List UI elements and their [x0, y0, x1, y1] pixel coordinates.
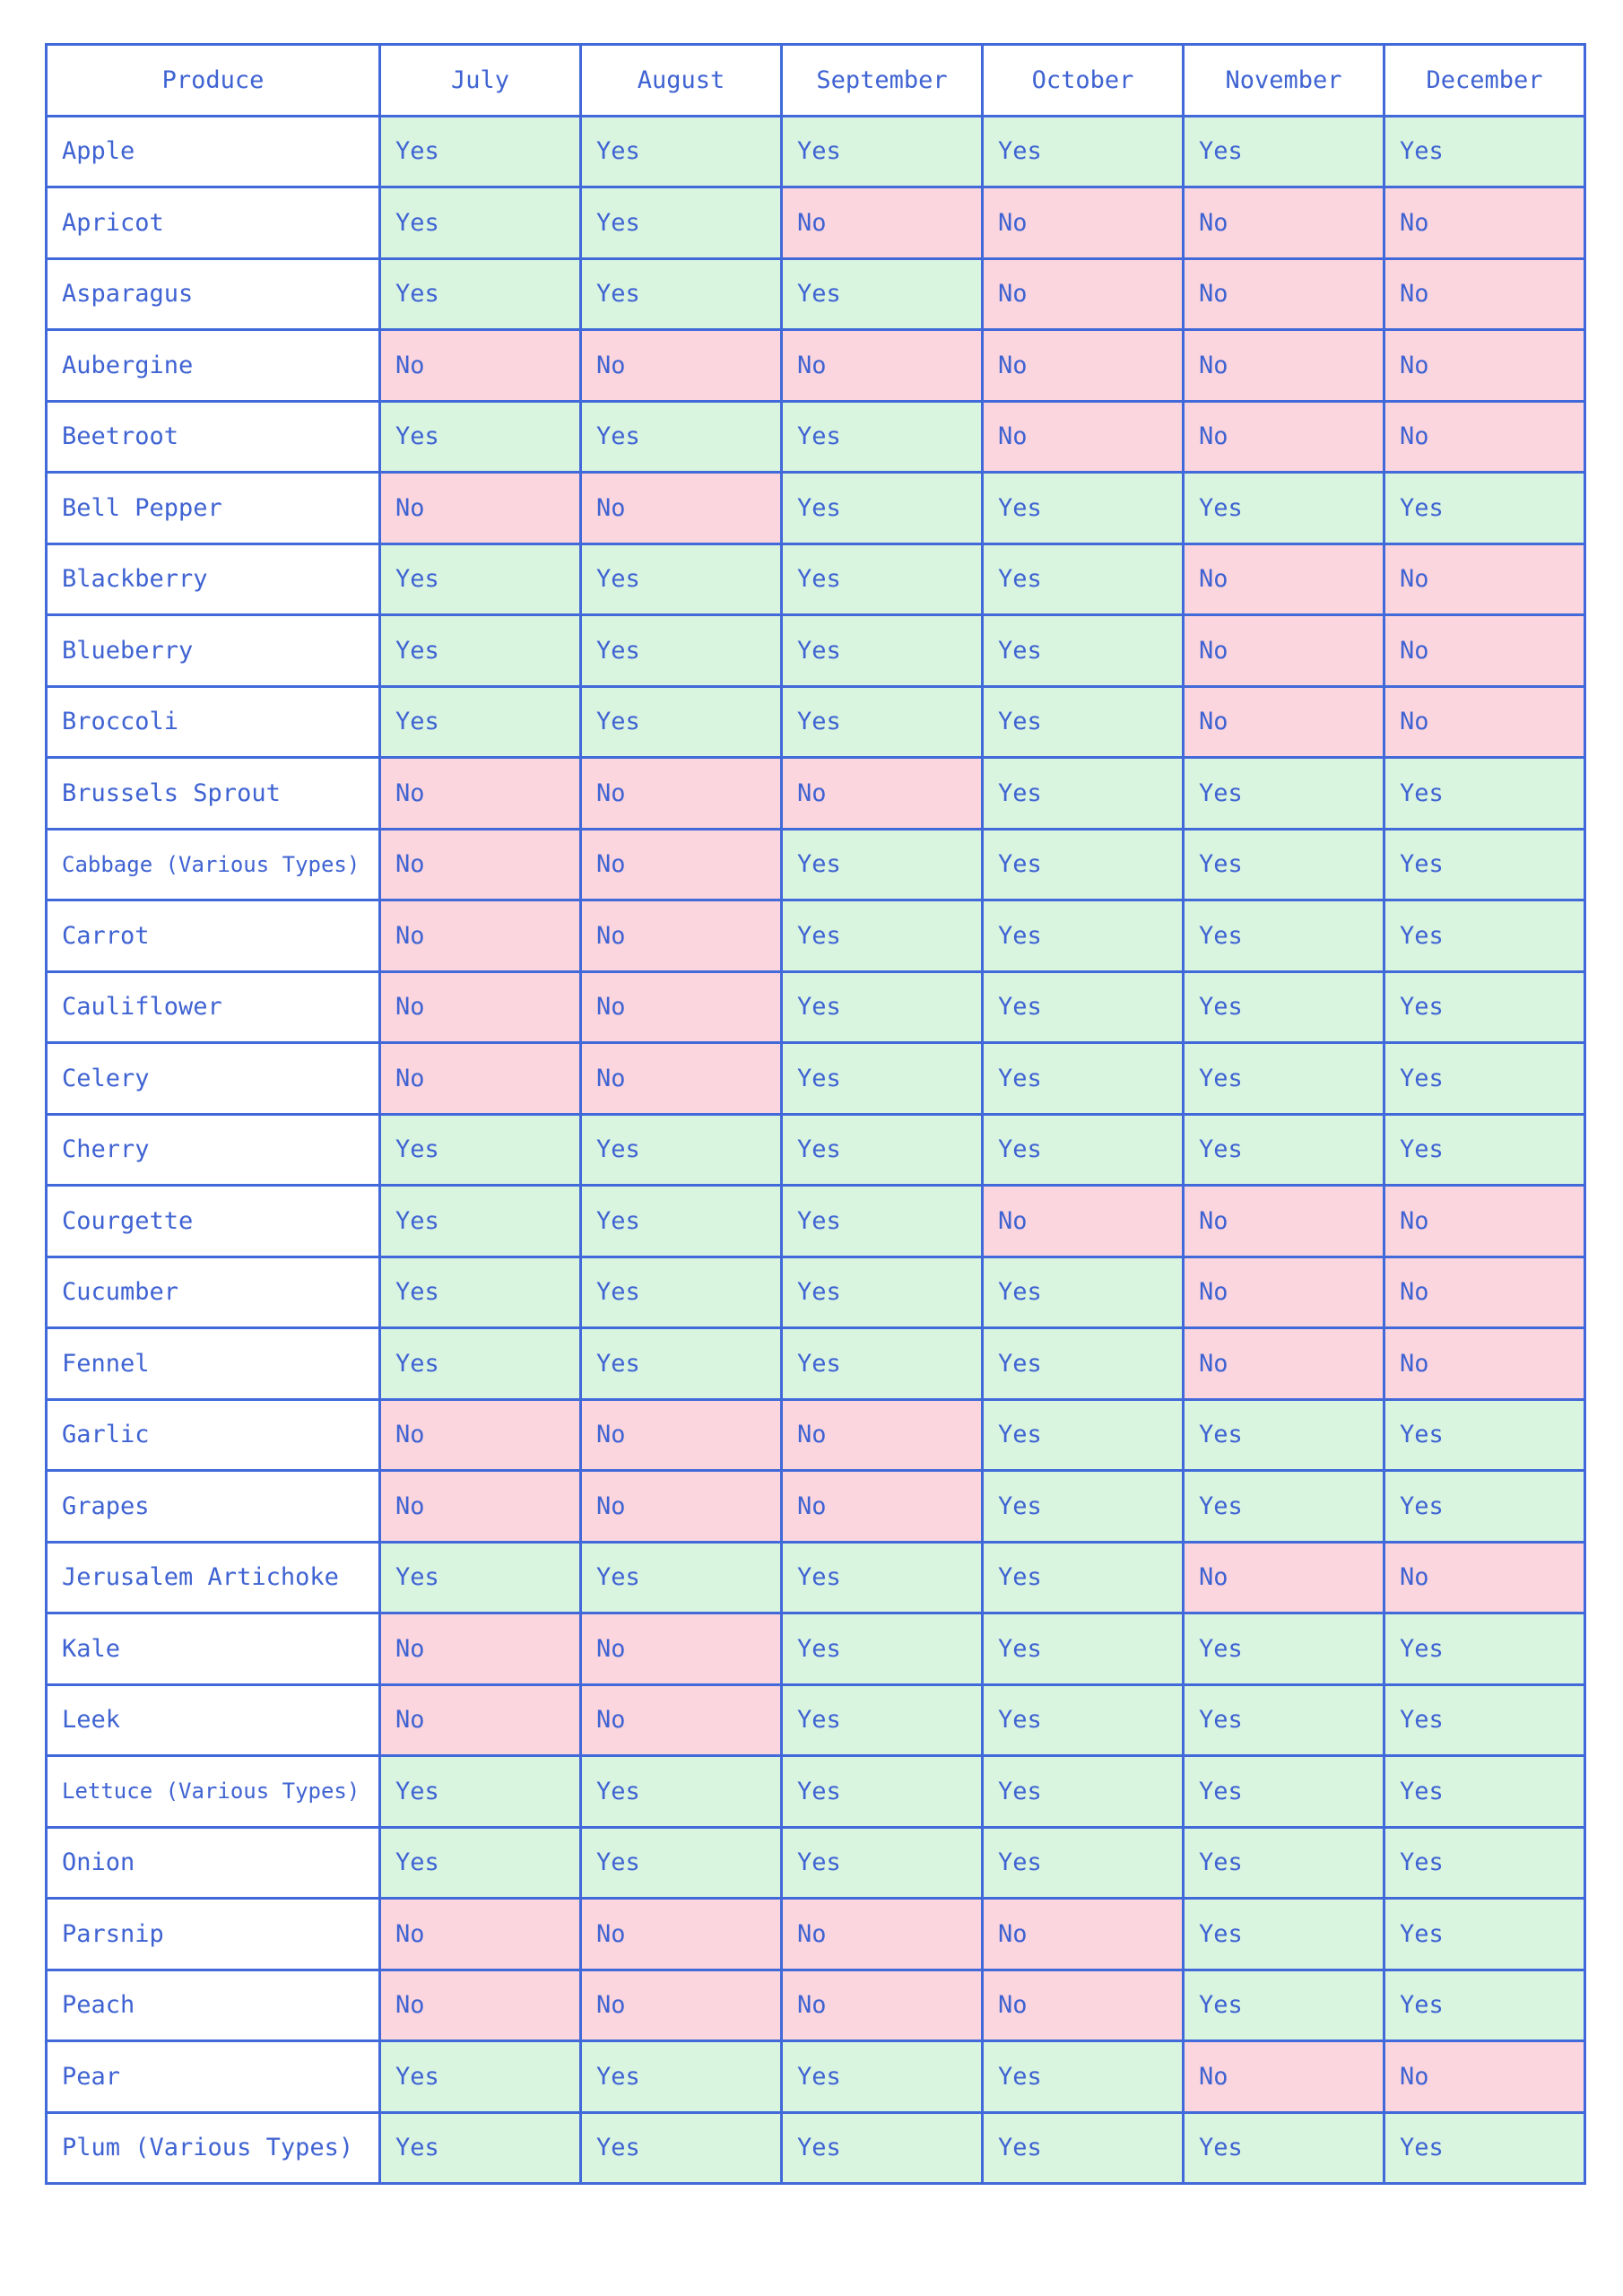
produce-name-cell: Apricot	[47, 187, 380, 259]
availability-cell: Yes	[581, 1186, 782, 1257]
availability-cell: Yes	[782, 401, 983, 473]
table-row	[47, 1970, 1585, 2041]
availability-cell: No	[581, 1471, 782, 1543]
header-october: October	[983, 45, 1184, 117]
availability-cell: No	[1384, 330, 1585, 402]
availability-cell: No	[581, 330, 782, 402]
availability-cell: Yes	[782, 2041, 983, 2113]
availability-cell: No	[983, 1899, 1184, 1970]
availability-cell: Yes	[782, 1043, 983, 1115]
availability-cell: Yes	[1184, 1114, 1384, 1186]
table-row	[47, 544, 1585, 615]
availability-cell: Yes	[782, 2112, 983, 2184]
availability-cell: Yes	[581, 1328, 782, 1400]
availability-cell: Yes	[1384, 1399, 1585, 1471]
availability-cell: No	[1184, 1186, 1384, 1257]
availability-cell: Yes	[983, 1114, 1184, 1186]
availability-cell: Yes	[1184, 900, 1384, 972]
availability-cell: No	[1384, 1257, 1585, 1328]
produce-name-cell: Blueberry	[47, 615, 380, 687]
availability-cell: Yes	[380, 2112, 581, 2184]
availability-cell: Yes	[380, 1186, 581, 1257]
availability-cell: Yes	[1384, 971, 1585, 1043]
produce-name-cell: Broccoli	[47, 686, 380, 758]
availability-cell: Yes	[1184, 1684, 1384, 1756]
produce-name-cell: Cucumber	[47, 1257, 380, 1328]
availability-cell: Yes	[983, 1328, 1184, 1400]
availability-cell: Yes	[983, 2041, 1184, 2113]
availability-cell: No	[380, 330, 581, 402]
table-row	[47, 1257, 1585, 1328]
table-row	[47, 829, 1585, 900]
produce-name-cell: Parsnip	[47, 1899, 380, 1970]
availability-cell: No	[1384, 686, 1585, 758]
produce-name-cell: Carrot	[47, 900, 380, 972]
availability-cell: No	[1384, 1542, 1585, 1613]
availability-cell: Yes	[380, 2041, 581, 2113]
header-september: September	[782, 45, 983, 117]
availability-cell: No	[1384, 544, 1585, 615]
availability-cell: No	[1184, 686, 1384, 758]
availability-cell: No	[380, 1613, 581, 1685]
availability-cell: Yes	[1184, 1043, 1384, 1115]
availability-cell: No	[782, 1899, 983, 1970]
availability-cell: Yes	[581, 686, 782, 758]
table-row	[47, 1043, 1585, 1115]
availability-cell: No	[581, 900, 782, 972]
availability-cell: Yes	[1384, 900, 1585, 972]
availability-cell: Yes	[983, 1613, 1184, 1685]
availability-cell: Yes	[1184, 1970, 1384, 2041]
availability-cell: Yes	[380, 1257, 581, 1328]
table-body	[47, 116, 1585, 2184]
table-row	[47, 1542, 1585, 1613]
availability-cell: Yes	[1384, 1114, 1585, 1186]
availability-cell: No	[380, 473, 581, 544]
availability-cell: Yes	[1184, 473, 1384, 544]
table-row	[47, 900, 1585, 972]
availability-cell: Yes	[1384, 1756, 1585, 1828]
availability-cell: No	[1384, 1328, 1585, 1400]
produce-name-cell: Grapes	[47, 1471, 380, 1543]
availability-cell: Yes	[1384, 1970, 1585, 2041]
availability-cell: Yes	[380, 187, 581, 259]
header-august: August	[581, 45, 782, 117]
availability-cell: Yes	[1384, 2112, 1585, 2184]
availability-cell: No	[782, 758, 983, 830]
availability-cell: Yes	[983, 1471, 1184, 1543]
availability-cell: No	[380, 1684, 581, 1756]
availability-cell: Yes	[380, 1827, 581, 1899]
table-row	[47, 1899, 1585, 1970]
table-row	[47, 187, 1585, 259]
availability-cell: No	[1384, 615, 1585, 687]
availability-cell: No	[782, 187, 983, 259]
availability-cell: Yes	[1184, 1471, 1384, 1543]
availability-cell: Yes	[581, 258, 782, 330]
table-row	[47, 615, 1585, 687]
table-row	[47, 1827, 1585, 1899]
availability-cell: Yes	[782, 1827, 983, 1899]
availability-cell: Yes	[1184, 1613, 1384, 1685]
produce-name-cell: Onion	[47, 1827, 380, 1899]
availability-cell: Yes	[782, 971, 983, 1043]
availability-cell: Yes	[782, 615, 983, 687]
availability-cell: Yes	[983, 1827, 1184, 1899]
availability-cell: No	[380, 1899, 581, 1970]
availability-cell: Yes	[1384, 1684, 1585, 1756]
availability-cell: Yes	[1184, 1899, 1384, 1970]
produce-season-table-container	[45, 43, 1585, 2185]
availability-cell: Yes	[1184, 1827, 1384, 1899]
availability-cell: No	[380, 971, 581, 1043]
header-july: July	[380, 45, 581, 117]
availability-cell: Yes	[1184, 1756, 1384, 1828]
table-row	[47, 1613, 1585, 1685]
availability-cell: No	[1184, 401, 1384, 473]
availability-cell: Yes	[581, 615, 782, 687]
availability-cell: Yes	[782, 1257, 983, 1328]
availability-cell: No	[1184, 330, 1384, 402]
availability-cell: Yes	[782, 1114, 983, 1186]
table-row	[47, 758, 1585, 830]
availability-cell: No	[1184, 615, 1384, 687]
table-row	[47, 2112, 1585, 2184]
availability-cell: No	[581, 1684, 782, 1756]
availability-cell: Yes	[1384, 1613, 1585, 1685]
availability-cell: Yes	[983, 473, 1184, 544]
availability-cell: No	[581, 971, 782, 1043]
produce-name-cell: Kale	[47, 1613, 380, 1685]
table-row	[47, 1684, 1585, 1756]
availability-cell: Yes	[380, 401, 581, 473]
table-row	[47, 1114, 1585, 1186]
availability-cell: No	[380, 758, 581, 830]
availability-cell: No	[380, 1970, 581, 2041]
availability-cell: Yes	[1184, 758, 1384, 830]
table-row	[47, 1756, 1585, 1828]
produce-name-cell: Leek	[47, 1684, 380, 1756]
availability-cell: Yes	[782, 116, 983, 187]
availability-cell: Yes	[380, 1114, 581, 1186]
produce-name-cell: Blackberry	[47, 544, 380, 615]
produce-name-cell: Courgette	[47, 1186, 380, 1257]
availability-cell: No	[1184, 258, 1384, 330]
availability-cell: No	[983, 187, 1184, 259]
header-produce: Produce	[47, 45, 380, 117]
availability-cell: No	[1184, 1328, 1384, 1400]
availability-cell: Yes	[983, 1756, 1184, 1828]
availability-cell: No	[983, 1186, 1184, 1257]
availability-cell: Yes	[782, 1613, 983, 1685]
availability-cell: Yes	[983, 971, 1184, 1043]
table-row	[47, 1399, 1585, 1471]
produce-name-cell: Peach	[47, 1970, 380, 2041]
table-header	[47, 45, 1585, 117]
produce-name-cell: Beetroot	[47, 401, 380, 473]
availability-cell: Yes	[782, 473, 983, 544]
table-row	[47, 116, 1585, 187]
availability-cell: No	[1184, 187, 1384, 259]
availability-cell: No	[1384, 1186, 1585, 1257]
availability-cell: No	[782, 1471, 983, 1543]
availability-cell: No	[983, 258, 1184, 330]
availability-cell: No	[380, 1471, 581, 1543]
availability-cell: Yes	[782, 1756, 983, 1828]
availability-cell: Yes	[581, 1756, 782, 1828]
availability-cell: Yes	[1184, 2112, 1384, 2184]
availability-cell: Yes	[983, 1257, 1184, 1328]
header-november: November	[1184, 45, 1384, 117]
availability-cell: No	[1384, 187, 1585, 259]
produce-name-cell: Plum (Various Types)	[47, 2112, 380, 2184]
produce-name-cell: Asparagus	[47, 258, 380, 330]
produce-name-cell: Apple	[47, 116, 380, 187]
availability-cell: No	[1384, 258, 1585, 330]
availability-cell: No	[380, 900, 581, 972]
availability-cell: Yes	[983, 758, 1184, 830]
availability-cell: No	[380, 1043, 581, 1115]
availability-cell: No	[782, 330, 983, 402]
availability-cell: Yes	[1384, 473, 1585, 544]
availability-cell: Yes	[380, 1756, 581, 1828]
availability-cell: Yes	[581, 1114, 782, 1186]
produce-name-cell: Bell Pepper	[47, 473, 380, 544]
table-row	[47, 2041, 1585, 2113]
availability-cell: Yes	[380, 1542, 581, 1613]
availability-cell: Yes	[782, 544, 983, 615]
produce-name-cell: Brussels Sprout	[47, 758, 380, 830]
table-row	[47, 473, 1585, 544]
availability-cell: No	[581, 473, 782, 544]
availability-cell: No	[581, 829, 782, 900]
availability-cell: Yes	[782, 258, 983, 330]
table-row	[47, 1186, 1585, 1257]
header-row	[47, 45, 1585, 117]
availability-cell: No	[1184, 1257, 1384, 1328]
availability-cell: Yes	[1184, 1399, 1384, 1471]
availability-cell: No	[581, 1399, 782, 1471]
availability-cell: No	[1184, 544, 1384, 615]
availability-cell: Yes	[983, 615, 1184, 687]
availability-cell: No	[983, 330, 1184, 402]
produce-name-cell: Garlic	[47, 1399, 380, 1471]
availability-cell: No	[380, 1399, 581, 1471]
availability-cell: Yes	[581, 1257, 782, 1328]
availability-cell: No	[983, 1970, 1184, 2041]
availability-cell: Yes	[782, 900, 983, 972]
availability-cell: No	[782, 1399, 983, 1471]
availability-cell: Yes	[1184, 829, 1384, 900]
produce-name-cell: Fennel	[47, 1328, 380, 1400]
availability-cell: Yes	[782, 1328, 983, 1400]
produce-name-cell: Pear	[47, 2041, 380, 2113]
table-row	[47, 971, 1585, 1043]
produce-name-cell: Cherry	[47, 1114, 380, 1186]
availability-cell: Yes	[782, 829, 983, 900]
produce-name-cell: Cabbage (Various Types)	[47, 829, 380, 900]
availability-cell: Yes	[983, 900, 1184, 972]
availability-cell: Yes	[782, 1684, 983, 1756]
availability-cell: No	[581, 1043, 782, 1115]
availability-cell: Yes	[1384, 758, 1585, 830]
availability-cell: Yes	[380, 544, 581, 615]
availability-cell: No	[1184, 1542, 1384, 1613]
availability-cell: Yes	[983, 1542, 1184, 1613]
availability-cell: Yes	[380, 686, 581, 758]
availability-cell: No	[782, 1970, 983, 2041]
availability-cell: Yes	[1384, 1899, 1585, 1970]
availability-cell: Yes	[983, 1043, 1184, 1115]
availability-cell: Yes	[581, 1827, 782, 1899]
produce-name-cell: Aubergine	[47, 330, 380, 402]
produce-name-cell: Celery	[47, 1043, 380, 1115]
availability-cell: Yes	[581, 401, 782, 473]
availability-cell: Yes	[1384, 1471, 1585, 1543]
availability-cell: Yes	[1184, 116, 1384, 187]
table-row	[47, 330, 1585, 402]
availability-cell: Yes	[1384, 116, 1585, 187]
availability-cell: Yes	[782, 686, 983, 758]
availability-cell: Yes	[782, 1542, 983, 1613]
availability-cell: Yes	[983, 116, 1184, 187]
availability-cell: Yes	[1184, 971, 1384, 1043]
availability-cell: Yes	[983, 686, 1184, 758]
table-row	[47, 686, 1585, 758]
availability-cell: No	[581, 1970, 782, 2041]
availability-cell: Yes	[983, 1399, 1184, 1471]
table-row	[47, 258, 1585, 330]
table-row	[47, 401, 1585, 473]
availability-cell: Yes	[983, 1684, 1184, 1756]
availability-cell: Yes	[1384, 1827, 1585, 1899]
availability-cell: Yes	[581, 1542, 782, 1613]
availability-cell: No	[1384, 2041, 1585, 2113]
availability-cell: Yes	[1384, 829, 1585, 900]
availability-cell: Yes	[380, 258, 581, 330]
availability-cell: No	[581, 1899, 782, 1970]
availability-cell: No	[581, 1613, 782, 1685]
availability-cell: Yes	[1384, 1043, 1585, 1115]
availability-cell: Yes	[581, 2112, 782, 2184]
produce-name-cell: Lettuce (Various Types)	[47, 1756, 380, 1828]
availability-cell: No	[983, 401, 1184, 473]
availability-cell: Yes	[983, 544, 1184, 615]
availability-cell: No	[581, 758, 782, 830]
produce-name-cell: Cauliflower	[47, 971, 380, 1043]
availability-cell: Yes	[581, 544, 782, 615]
availability-cell: No	[1384, 401, 1585, 473]
availability-cell: Yes	[380, 116, 581, 187]
availability-cell: No	[1184, 2041, 1384, 2113]
availability-cell: No	[380, 829, 581, 900]
availability-cell: Yes	[782, 1186, 983, 1257]
availability-cell: Yes	[380, 615, 581, 687]
availability-cell: Yes	[983, 2112, 1184, 2184]
produce-season-table	[45, 43, 1586, 2185]
availability-cell: Yes	[581, 116, 782, 187]
availability-cell: Yes	[380, 1328, 581, 1400]
header-december: December	[1384, 45, 1585, 117]
availability-cell: Yes	[581, 2041, 782, 2113]
produce-name-cell: Jerusalem Artichoke	[47, 1542, 380, 1613]
table-row	[47, 1471, 1585, 1543]
availability-cell: Yes	[581, 187, 782, 259]
availability-cell: Yes	[983, 829, 1184, 900]
table-row	[47, 1328, 1585, 1400]
